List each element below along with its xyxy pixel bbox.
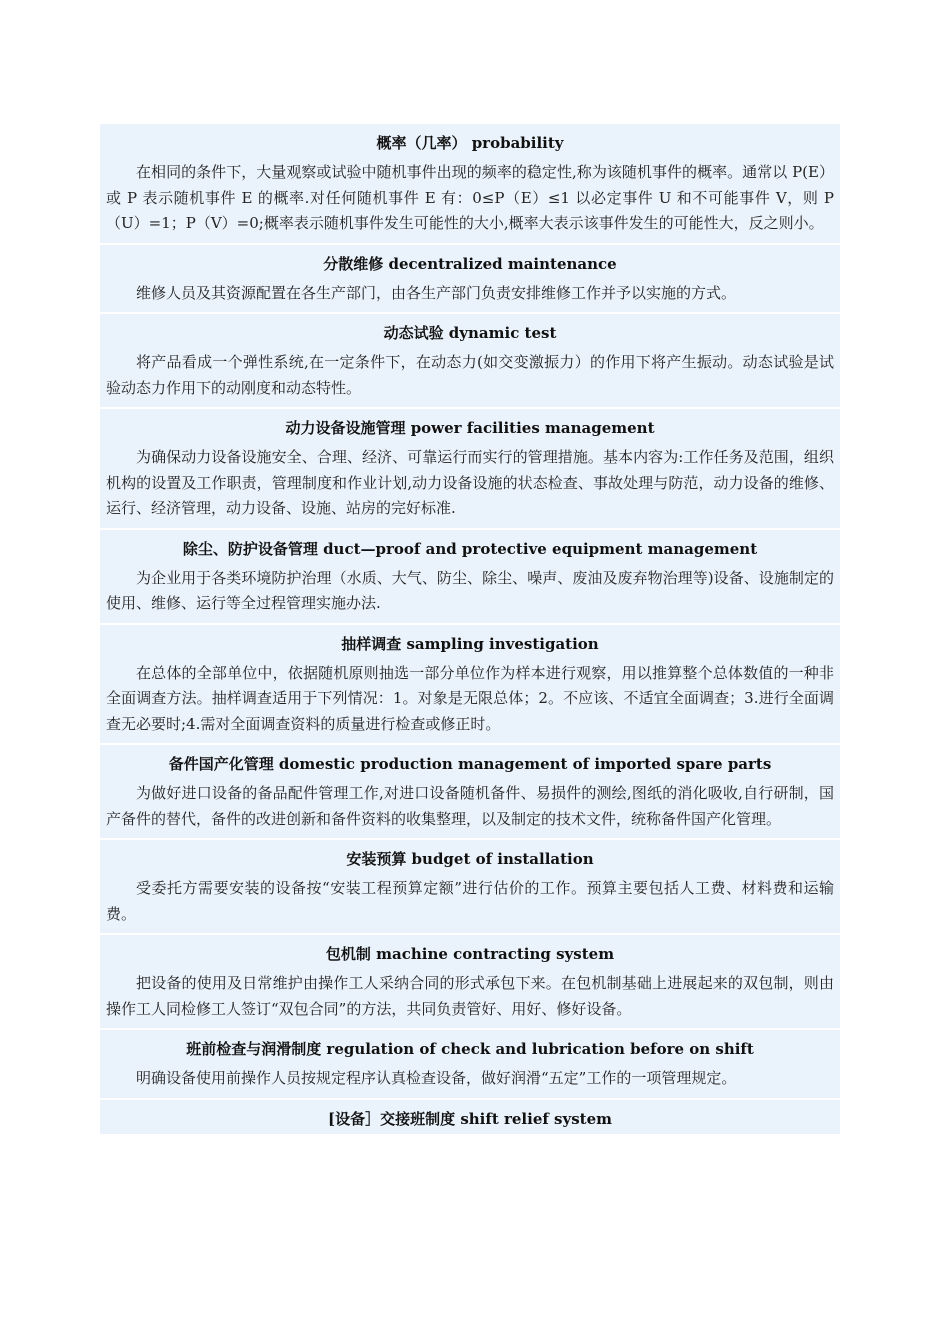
entry-title: 动态试验 dynamic test xyxy=(383,324,557,342)
entry-title: 班前检查与润滑制度 regulation of check and lubrication before on shift xyxy=(186,1040,754,1058)
entry-body: 在相同的条件下，大量观察或试验中随机事件出现的频率的稳定性,称为该随机事件的概率。通常以 P(E）或 P 表示随机事件 E 的概率.对任何随机事件 E 有：0≤P（E）≤1 以必定事件 U 和不可能事件 V，则 P（U）=1；P（V）=0;概率表示随机事件发生可能性的大小,概率大表示该事件发生的可能性大，反之则小。 xyxy=(106,163,834,232)
entry-body: 为确保动力设备设施安全、合理、经济、可靠运行而实行的管理措施。基本内容为:工作任务及范围，组织机构的设置及工作职责，管理制度和作业计划,动力设备设施的状态检查、事故处理与防范，动力设备的维修、运行、经济管理，动力设备、设施、站房的完好标准. xyxy=(106,448,834,517)
entry-shift-relief-system xyxy=(100,1100,840,1134)
entry-body: 在总体的全部单位中，依据随机原则抽选一部分单位作为样本进行观察，用以推算整个总体数值的一种非全面调查方法。抽样调查适用于下列情况：1。对象是无限总体；2。不应该、不适宜全面调查；3.进行全面调查无必要时;4.需对全面调查资料的质量进行检查或修正时。 xyxy=(106,663,834,733)
entry-body: 受委托方需要安装的设备按“安装工程预算定额”进行估价的工作。预算主要包括人工费、材料费和运输费。 xyxy=(106,879,834,923)
entry-body: 将产品看成一个弹性系统,在一定条件下，在动态力(如交变激振力）的作用下将产生振动。动态试验是试验动态力作用下的动刚度和动态特性。 xyxy=(106,353,834,397)
entry-decentralized-maintenance xyxy=(100,245,840,313)
entry-body: 把设备的使用及日常维护由操作工人采纳合同的形式承包下来。在包机制基础上进展起来的双包制，则由操作工人同检修工人签订“双包合同”的方法，共同负责管好、用好、修好设备。 xyxy=(106,974,834,1018)
entry-body: 明确设备使用前操作人员按规定程序认真检查设备，做好润滑“五定”工作的一项管理规定。 xyxy=(136,1069,737,1087)
entry-probability xyxy=(100,124,840,243)
entry-title: 概率（几率） probability xyxy=(376,134,564,152)
entry-sampling-investigation xyxy=(100,625,840,744)
entry-duct-proof-management xyxy=(100,530,840,623)
entry-dynamic-test xyxy=(100,314,840,407)
entry-body: 为做好进口设备的备品配件管理工作,对进口设备随机备件、易损件的测绘,图纸的消化吸收,自行研制，国产备件的替代，备件的改进创新和备件资料的收集整理，以及制定的技术文件，统称备件国产化管理。 xyxy=(106,784,834,828)
entry-budget-of-installation xyxy=(100,840,840,933)
entry-spare-parts-localization xyxy=(100,745,840,838)
entry-title: 安装预算 budget of installation xyxy=(346,850,594,868)
entry-title: 包机制 machine contracting system xyxy=(325,945,615,963)
entry-title: 除尘、防护设备管理 duct—proof and protective equipment management xyxy=(182,539,758,558)
entry-check-and-lubrication xyxy=(100,1030,840,1098)
entry-title: [设备］交接班制度 shift relief system xyxy=(328,1109,612,1128)
entry-body: 为企业用于各类环境防护治理（水质、大气、防尘、除尘、噪声、废油及废弃物治理等)设备、设施制定的使用、维修、运行等全过程管理实施办法. xyxy=(106,568,834,612)
entry-body: 维修人员及其资源配置在各生产部门，由各生产部门负责安排维修工作并予以实施的方式。 xyxy=(136,283,737,302)
entry-power-facilities-management xyxy=(100,409,840,528)
entry-title: 抽样调查 sampling investigation xyxy=(341,634,599,653)
glossary-document xyxy=(100,124,840,1134)
entry-title: 分散维修 decentralized maintenance xyxy=(323,254,617,273)
entry-machine-contracting-system xyxy=(100,935,840,1028)
entry-title: 动力设备设施管理 power facilities management xyxy=(285,419,655,437)
entry-title: 备件国产化管理 domestic production management of imported spare parts xyxy=(168,755,772,773)
